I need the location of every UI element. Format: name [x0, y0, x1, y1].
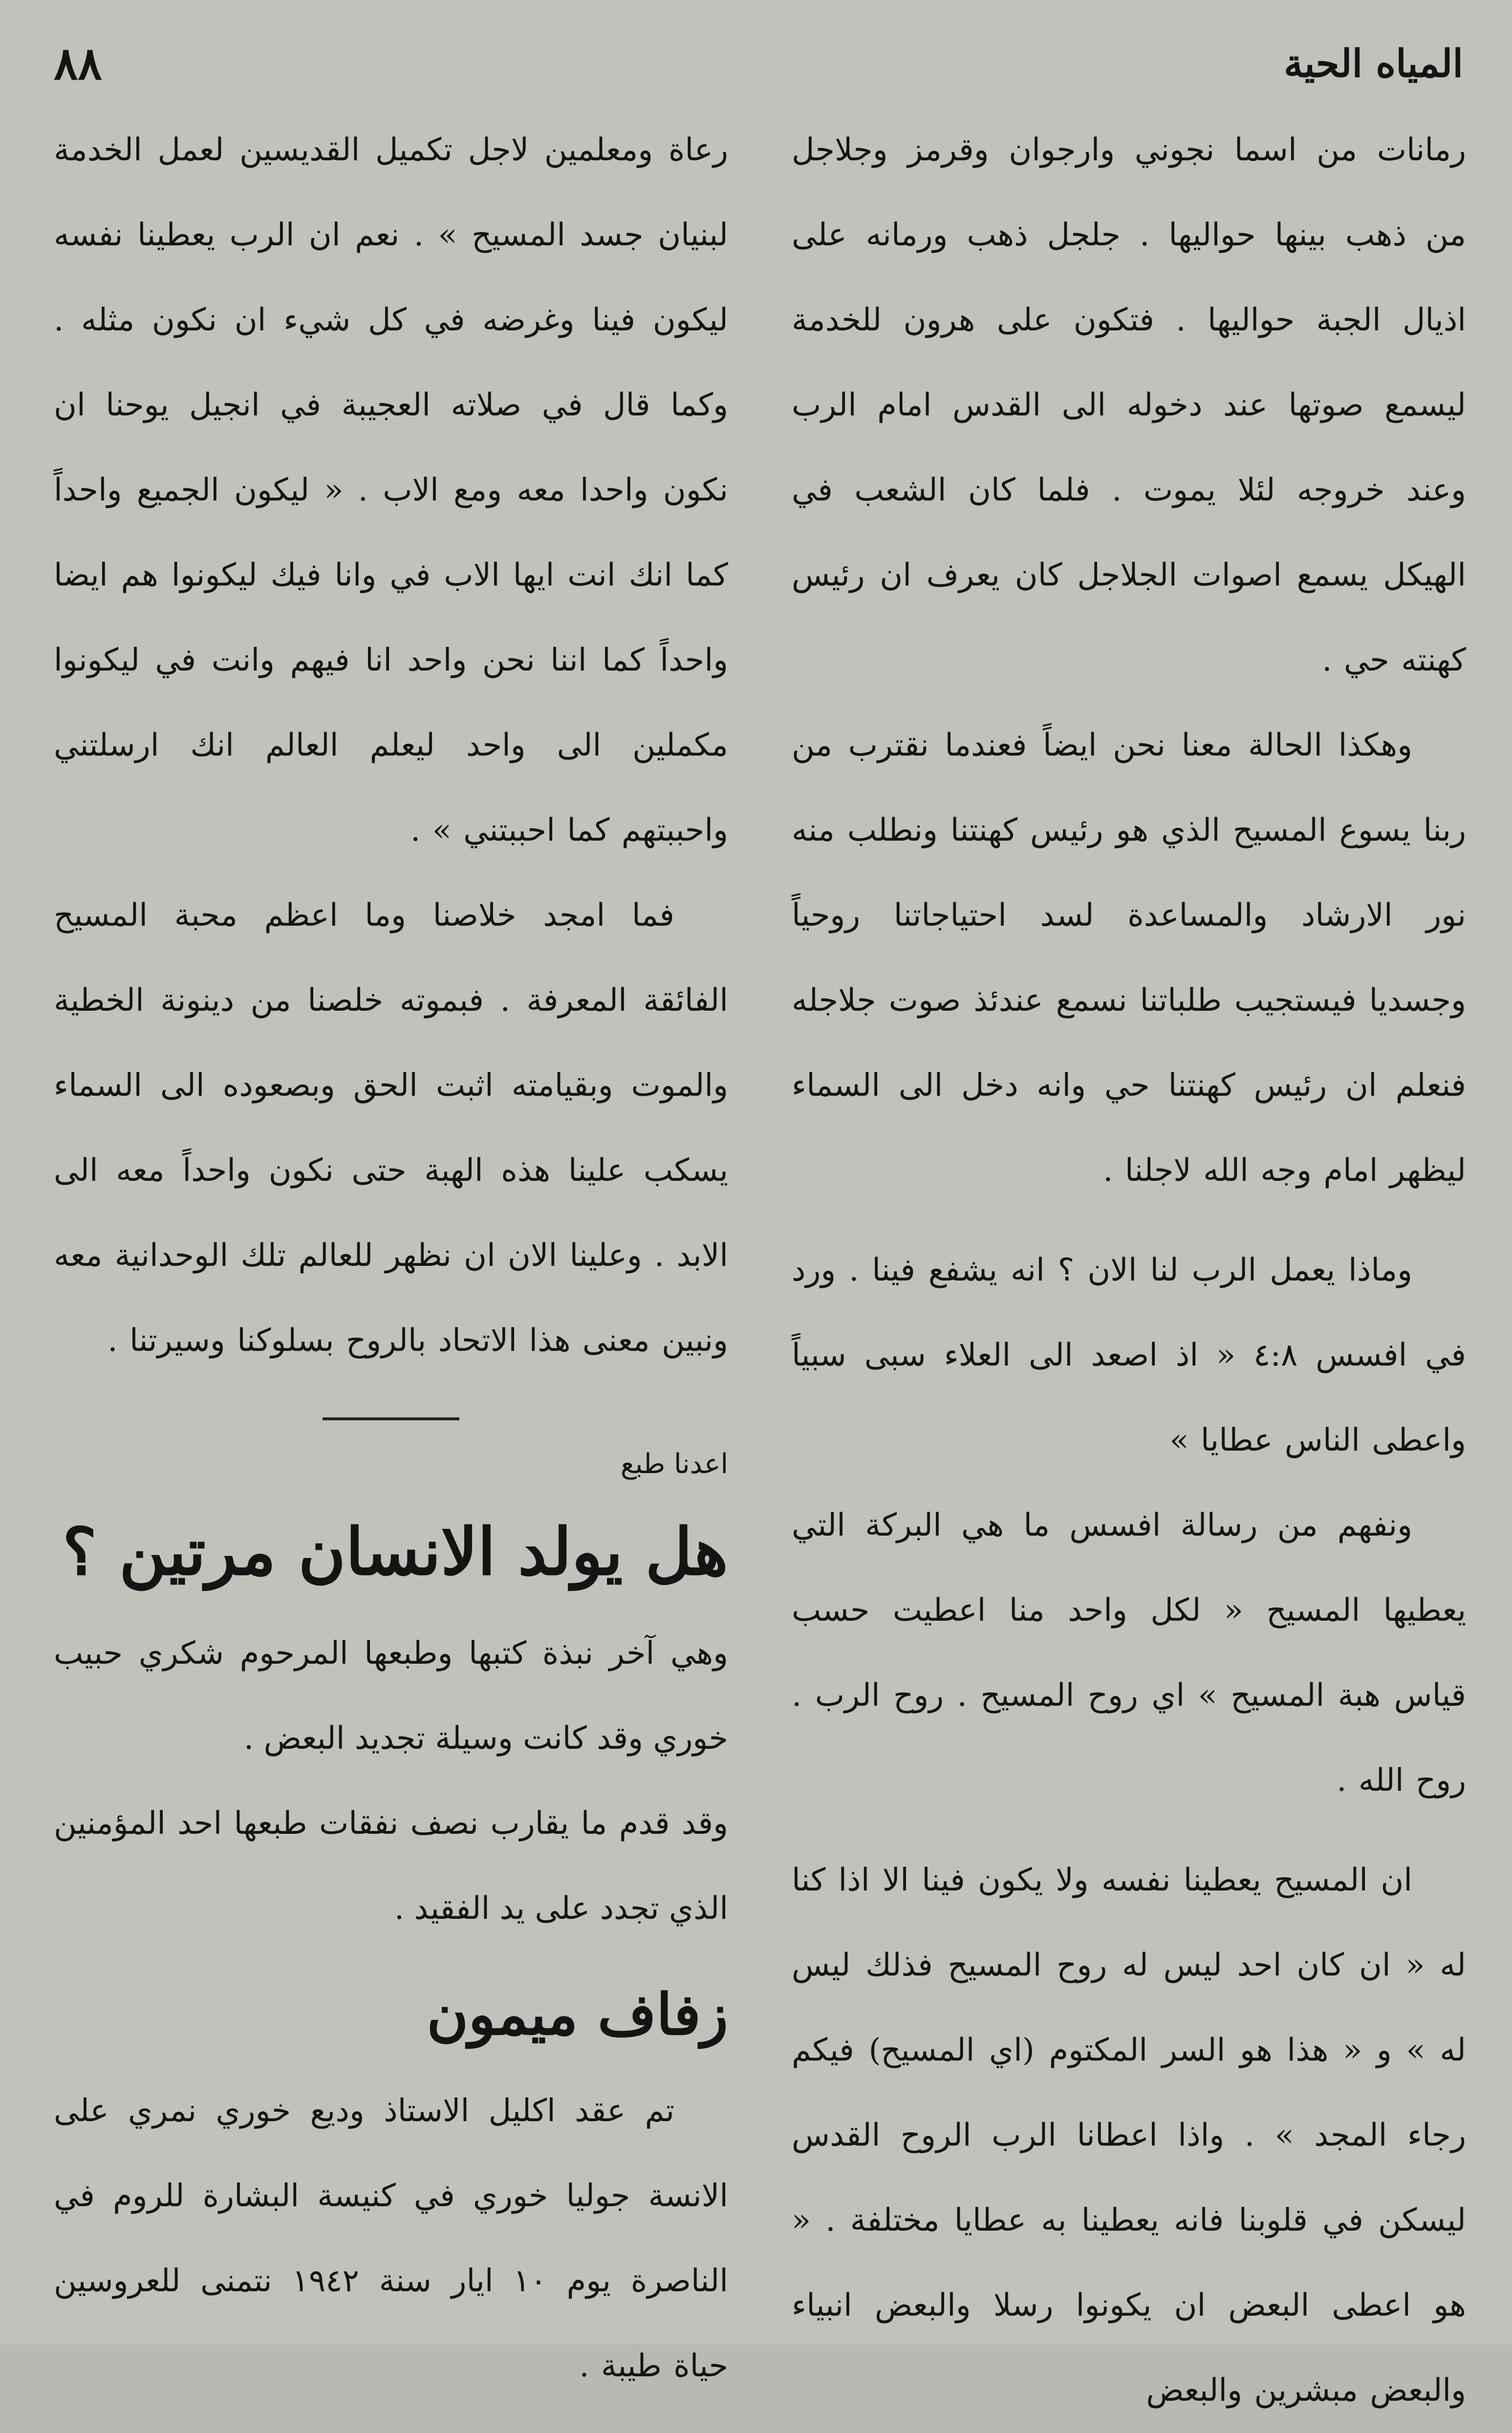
section-divider: [323, 1417, 459, 1420]
page-number: ٨٨: [54, 37, 102, 90]
book-title: هل يولد الانسان مرتين ؟: [62, 1514, 728, 1590]
paragraph: رمانات من اسما نجوني وارجوان وقرمز وجلاجل من ذهب بينها حواليها . جلجل ذهب ورمانه على اذيال الجبة حواليها . فتكون على هرون للخدمة ليسمع صوتها عند دخوله الى القدس امام الرب وعند خروجه لئلا يموت . فلما كان الشعب في الهيكل يسمع اصوات الجلاجل كان يعرف ان رئيس كهنته حي .: [792, 132, 1466, 678]
paragraph: رعاة ومعلمين لاجل تكميل القديسين لعمل الخدمة لبنيان جسد المسيح » . نعم ان الرب يعطينا نفسه ليكون فينا وغرضه في كل شيء ان نكون مثله . وكما قال في صلاته العجيبة في انجيل يوحنا ان نكون واحدا معه ومع الاب . « ليكون الجميع واحداً كما انك انت ايها الاب في وانا فيك ليكونوا هم ايضا واحداً كما اننا نحن واحد انا فيهم وانت في ليكونوا مكملين الى واحد ليعلم العالم انك ارسلتني واحببتهم كما احببتني » .: [54, 132, 729, 848]
left-column: [54, 108, 728, 2409]
wedding-heading: زفاف ميمون: [427, 1981, 728, 2048]
right-column: [792, 108, 1466, 2433]
paragraph: فما امجد خلاصنا وما اعظم محبة المسيح الفائقة المعرفة . فبموته خلصنا من دينونة الخطية والموت وبقيامته اثبت الحق وبصعوده الى السماء يسكب علينا هذه الهبة حتى نكون واحداً معه الى الابد . وعلينا الان ان نظهر للعالم تلك الوحدانية معه ونبين معنى هذا الاتحاد بالروح بسلوكنا وسيرتنا .: [54, 897, 728, 1359]
page-header: [54, 29, 1463, 98]
book-notice: وهي آخر نبذة كتبها وطبعها المرحوم شكري حبيب خوري وقد كانت وسيلة تجديد البعض .: [54, 1635, 728, 1757]
book-notice: وقد قدم ما يقارب نصف نفقات طبعها احد المؤمنين الذي تجدد على يد الفقيد .: [54, 1805, 728, 1927]
paragraph: ونفهم من رسالة افسس ما هي البركة التي يعطيها المسيح « لكل واحد منا اعطيت حسب قياس هبة المسيح » اي روح المسيح . روح الرب . روح الله .: [792, 1507, 1466, 1799]
paragraph: ان المسيح يعطينا نفسه ولا يكون فينا الا اذا كنا له « ان كان احد ليس له روح المسيح فذلك ليس له » و « هذا هو السر المكتوم (اي المسيح) فيكم رجاء المجد » . واذا اعطانا الرب الروح القدس ليسكن في قلوبنا فانه يعطينا به عطايا مختلفة . « هو اعطى البعض ان يكونوا رسلا والبعض انبياء والبعض مبشرين والبعض: [792, 1862, 1467, 2409]
paragraph: وهكذا الحالة معنا نحن ايضاً فعندما نقترب من ربنا يسوع المسيح الذي هو رئيس كهنتنا ونطلب منه نور الارشاد والمساعدة لسد احتياجاتنا روحياً وجسديا فيستجيب طلباتنا نسمع عندئذ صوت جلاجله فنعلم ان رئيس كهنتنا حي وانه دخل الى السماء ليظهر امام وجه الله لاجلنا .: [792, 727, 1466, 1189]
wedding-notice: تم عقد اكليل الاستاذ وديع خوري نمري على الانسة جوليا خوري في كنيسة البشارة للروم في الناصرة يوم ١٠ ايار سنة ١٩٤٢ نتمنى للعروسين حياة طيبة .: [54, 2093, 729, 2384]
reprint-note: اعدنا طبع: [620, 1448, 728, 1480]
paragraph: وماذا يعمل الرب لنا الان ؟ انه يشفع فينا . ورد في افسس ٤:٨ « اذ اصعد الى العلاء سبى سبياً واعطى الناس عطايا »: [792, 1252, 1467, 1458]
running-title: المياه الحية: [1284, 41, 1463, 86]
